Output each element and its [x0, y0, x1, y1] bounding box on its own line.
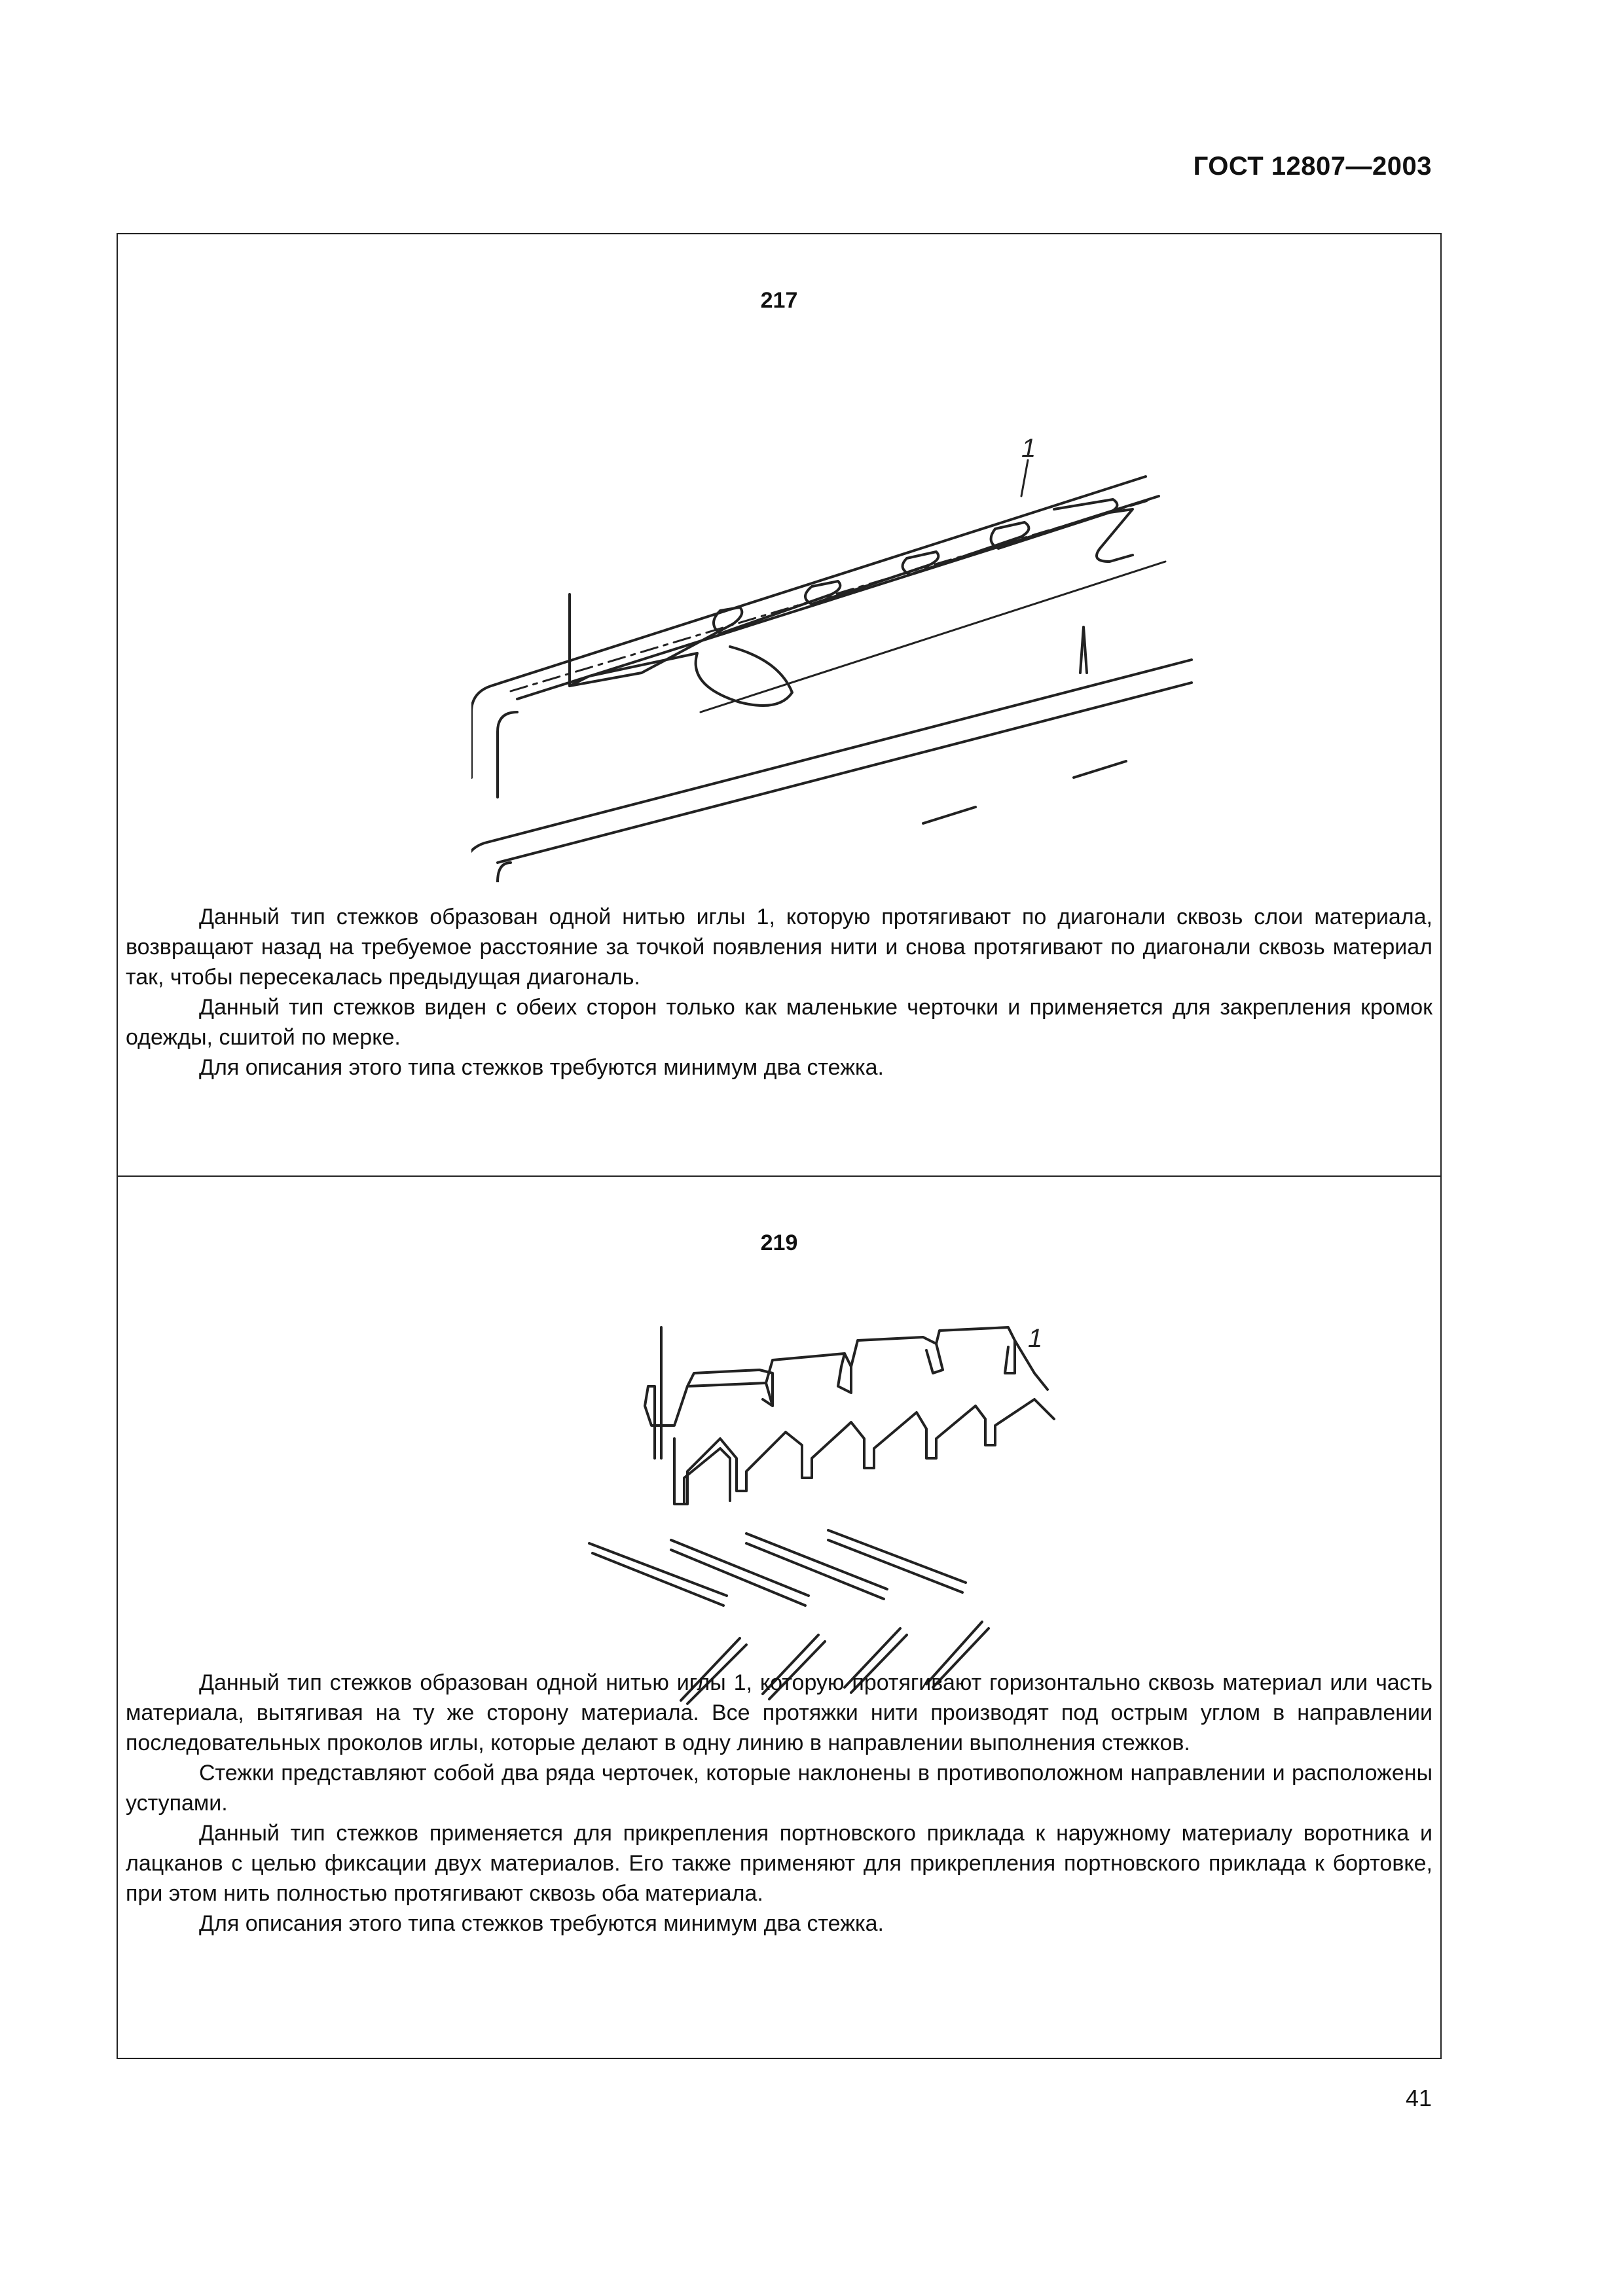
paragraph: Стежки представляют собой два ряда черточек, которые наклонены в противоположном направлении и расположены уступами. — [126, 1761, 1432, 1816]
needle-thread — [645, 1327, 773, 1458]
needle-icon — [1080, 627, 1087, 673]
callout-label: 1 — [1021, 434, 1036, 463]
surface-dash — [923, 807, 976, 823]
stitch-217-diagram — [471, 346, 1205, 882]
paragraph: Для описания этого типа стежков требуются минимум два стежка. — [199, 1911, 884, 1936]
lower-fabric-fold — [471, 843, 484, 882]
figure-number: 217 — [760, 288, 798, 313]
needle-thread — [570, 499, 1117, 686]
paragraph: Данный тип стежков применяется для прикрепления портновского приклада к наружному материалу воротника и лацканов с целью фиксации двух материалов. Его также применяют для прикрепления портновского приклада к бортовке, при этом нить полностью протягивают сквозь оба материала. — [126, 1821, 1432, 1906]
callout-label: 1 — [1028, 1324, 1043, 1353]
section-text — [126, 902, 1432, 1083]
upper-fabric-fold-inner — [498, 712, 517, 797]
upper-fabric-fold — [471, 686, 491, 778]
lower-fabric-edge — [484, 660, 1192, 843]
page-number: 41 — [1405, 2085, 1432, 2111]
paragraph: Для описания этого типа стежков требуются минимум два стежка. — [199, 1055, 884, 1080]
stitch-dashes-left — [589, 1530, 966, 1605]
paragraph: Данный тип стежков виден с обеих сторон только как маленькие черточки и применяется для закрепления кромок одежды, сшитой по мерке. — [126, 995, 1432, 1050]
stitch-section-217 — [117, 233, 1442, 1177]
section-text — [126, 1668, 1432, 1939]
paragraph: Данный тип стежков образован одной нитью иглы 1, которую протягивают горизонтально сквозь материал или часть материала, вытягивая на ту же сторону материала. Все протяжки нити производят под острым углом в направлении последовательных проколов иглы, которые делают в одну линию в направлении выполнения стежков. — [126, 1670, 1432, 1755]
stitch-219-diagram — [576, 1308, 1165, 1713]
paragraph: Данный тип стежков образован одной нитью иглы 1, которую протягивают по диагонали сквозь слои материала, возвращают назад на требуемое расстояние за точкой появления нити и снова протягивают по диагонали сквозь материал так, чтобы пересекалась предыдущая диагональ. — [126, 905, 1432, 990]
figure-number: 219 — [760, 1230, 798, 1255]
upper-fabric-edge — [491, 476, 1146, 686]
stitch-section-219 — [117, 1175, 1442, 2059]
document-header: ГОСТ 12807—2003 — [1193, 152, 1432, 181]
